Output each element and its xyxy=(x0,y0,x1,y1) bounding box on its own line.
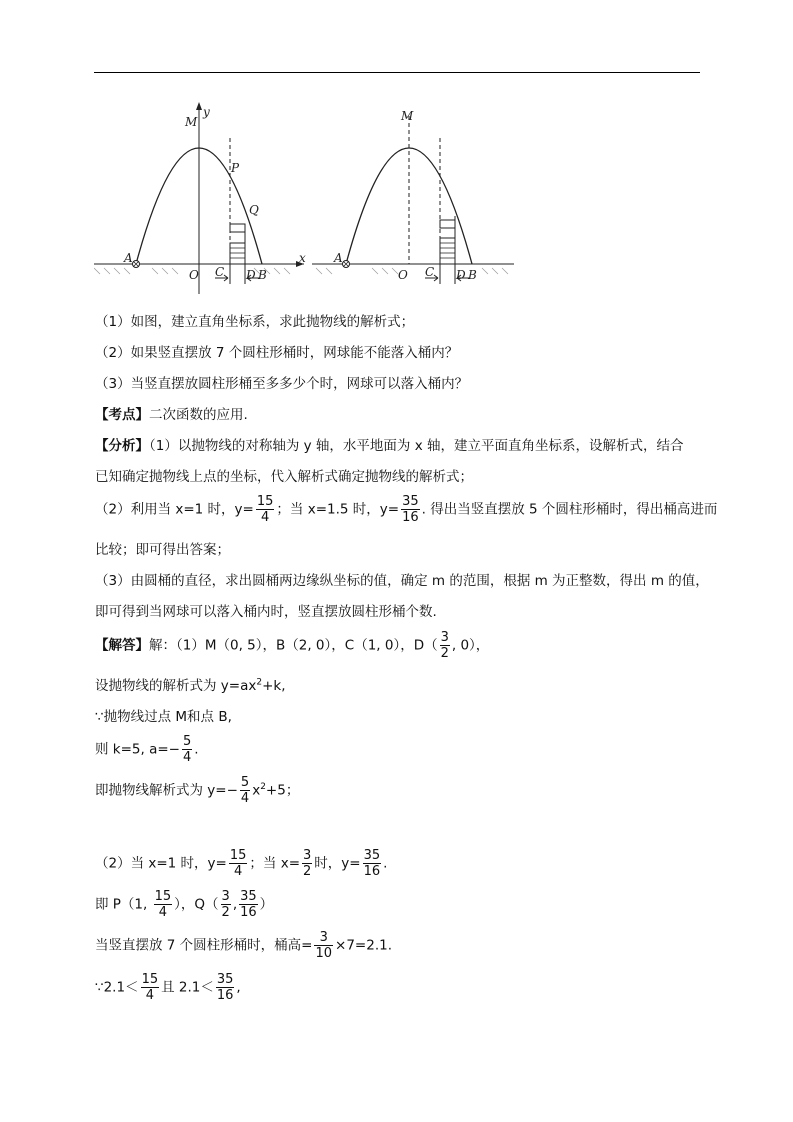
fenxi-line-1 xyxy=(95,434,683,454)
jieda-line-7 xyxy=(95,889,273,920)
jieda-l4-pre: 则 k=5, a=− xyxy=(95,741,180,758)
label-P: P xyxy=(231,161,240,175)
fraction xyxy=(302,848,312,879)
jieda-l9-post: , xyxy=(236,979,241,996)
jieda-tag: 【解答】 xyxy=(95,637,149,654)
fenxi-tag: 【分析】 xyxy=(95,438,149,454)
frac-num: 15 xyxy=(229,848,247,863)
frac-num: 35 xyxy=(216,972,234,987)
frac-den: 4 xyxy=(234,864,243,879)
jieda-l7-pre: 即 P（1, xyxy=(95,896,152,913)
frac-den: 16 xyxy=(240,905,257,920)
jieda-line-3: ∵抛物线过点 M和点 B, xyxy=(95,709,232,725)
superscript: 2 xyxy=(260,782,266,792)
label-Q: Q xyxy=(249,203,259,217)
frac-den: 10 xyxy=(315,946,333,961)
jieda-l1-post: , 0）， xyxy=(451,637,490,654)
fenxi-p2-post: . 得出当竖直摆放 5 个圆柱形桶时，得出桶高进而 xyxy=(421,501,718,518)
parabola-figure-1 xyxy=(94,98,324,296)
label-C: C xyxy=(215,265,225,279)
jieda-l7-comma: , xyxy=(232,896,238,913)
jieda-l8-pre: 当竖直摆放 7 个圆柱形桶时，桶高= xyxy=(95,937,313,954)
jieda-l9-mid: 且 2.1＜ xyxy=(161,979,214,996)
frac-num: 35 xyxy=(240,889,257,904)
label-A: A xyxy=(124,251,133,265)
jieda-l4-post: . xyxy=(194,741,199,758)
frac-num: 15 xyxy=(141,972,159,987)
label-y: y xyxy=(203,105,210,119)
fraction xyxy=(229,848,248,879)
frac-den: 4 xyxy=(261,510,270,525)
jieda-l6-post: . xyxy=(383,855,388,872)
label-B-2: B xyxy=(468,268,477,282)
label-x: x xyxy=(299,251,306,265)
label-O-2: O xyxy=(398,268,408,282)
label-C-2: C xyxy=(425,265,435,279)
jieda-line-5 xyxy=(95,775,299,806)
jieda-l7-mid: ），Q（ xyxy=(174,896,219,913)
label-M: M xyxy=(185,115,198,129)
frac-num: 3 xyxy=(221,889,230,904)
jieda-line-2 xyxy=(95,674,286,694)
jieda-line-4 xyxy=(95,734,199,765)
fenxi-p2-pre: （2）利用当 x=1 时，y= xyxy=(95,501,254,518)
fenxi-line-4: 比较；即可得出答案； xyxy=(95,542,230,558)
jieda-l1-pre: 解：（1）M（0, 5），B（2, 0），C（1, 0），D（ xyxy=(149,637,438,654)
jieda-l5-post: +5； xyxy=(265,782,300,799)
fenxi-line-2: 已知确定抛物线上点的坐标，代入解析式确定抛物线的解析式； xyxy=(95,469,473,485)
jieda-l2-post: +k, xyxy=(262,678,286,694)
fraction xyxy=(256,494,275,525)
frac-num: 3 xyxy=(314,930,333,946)
kaodian-tag: 【考点】 xyxy=(95,407,149,423)
question-2: （2）如果竖直摆放 7 个圆柱形桶时，网球能不能落入桶内？ xyxy=(95,345,459,361)
jieda-line-8 xyxy=(95,930,392,961)
question-1: （1）如图，建立直角坐标系，求此抛物线的解析式； xyxy=(95,314,415,330)
fenxi-p2-mid: ；当 x=1.5 时，y= xyxy=(276,501,400,518)
frac-num: 3 xyxy=(303,848,312,863)
fraction xyxy=(401,494,420,525)
frac-den: 2 xyxy=(303,864,312,879)
label-A-2: A xyxy=(334,251,343,265)
frac-num: 3 xyxy=(440,630,449,645)
frac-num: 15 xyxy=(154,889,172,904)
frac-den: 2 xyxy=(440,646,449,661)
fenxi-line-5: （3）由圆桶的直径，求出圆桶两边缘纵坐标的值，确定 m 的范围，根据 m 为正整数，得出 m 的值， xyxy=(95,573,709,589)
label-D: D xyxy=(246,268,256,282)
fraction xyxy=(216,972,235,1003)
fraction xyxy=(440,630,450,661)
frac-den: 4 xyxy=(145,988,154,1003)
jieda-line-9 xyxy=(95,972,241,1003)
fenxi-p1a: （1）以抛物线的对称轴为 y 轴，水平地面为 x 轴，建立平面直角坐标系，设解析式，结合 xyxy=(149,438,684,454)
fraction xyxy=(221,889,231,920)
frac-den: 4 xyxy=(183,750,192,765)
jieda-line-1 xyxy=(95,630,489,661)
jieda-l8-post: ×7=2.1. xyxy=(335,937,393,954)
label-M-2: M xyxy=(401,109,414,123)
header-rule xyxy=(94,72,700,73)
label-O: O xyxy=(189,268,199,282)
question-3: （3）当竖直摆放圆柱形桶至多多少个时，网球可以落入桶内？ xyxy=(95,376,469,392)
fenxi-line-3 xyxy=(95,494,717,525)
superscript: 2 xyxy=(256,677,263,688)
frac-num: 35 xyxy=(402,494,419,509)
frac-num: 5 xyxy=(183,734,192,749)
fraction xyxy=(154,889,173,920)
frac-num: 35 xyxy=(363,848,381,863)
kaodian-text: 二次函数的应用. xyxy=(149,407,248,423)
jieda-l7-post: ） xyxy=(259,896,274,913)
fraction xyxy=(239,889,258,920)
fraction xyxy=(363,848,382,879)
frac-num: 15 xyxy=(256,494,274,509)
fraction xyxy=(314,930,333,961)
frac-num: 5 xyxy=(240,775,250,790)
jieda-l5-mid: x xyxy=(252,782,261,799)
frac-den: 4 xyxy=(240,791,250,806)
frac-den: 16 xyxy=(363,864,381,879)
kaodian-line xyxy=(95,403,248,423)
frac-den: 2 xyxy=(221,905,230,920)
jieda-l9-pre: ∵2.1＜ xyxy=(95,979,139,996)
fraction xyxy=(240,775,250,806)
fraction xyxy=(182,734,192,765)
jieda-l6-pre: （2）当 x=1 时，y= xyxy=(95,855,227,872)
jieda-l6-mid1: ；当 x= xyxy=(249,855,301,872)
parabola-figure-2 xyxy=(312,98,522,296)
fenxi-line-6: 即可得到当网球可以落入桶内时，竖直摆放圆柱形桶个数. xyxy=(95,604,437,620)
jieda-l2-pre: 设抛物线的解析式为 y=ax xyxy=(95,678,257,694)
frac-den: 4 xyxy=(158,905,168,920)
label-D-2: D xyxy=(456,268,466,282)
frac-den: 16 xyxy=(402,510,419,525)
fraction xyxy=(141,972,160,1003)
frac-den: 16 xyxy=(216,988,234,1003)
jieda-l5-pre: 即抛物线解析式为 y=− xyxy=(95,782,238,799)
jieda-l6-mid2: 时，y= xyxy=(314,855,361,872)
label-B: B xyxy=(258,268,267,282)
jieda-line-6 xyxy=(95,848,387,879)
